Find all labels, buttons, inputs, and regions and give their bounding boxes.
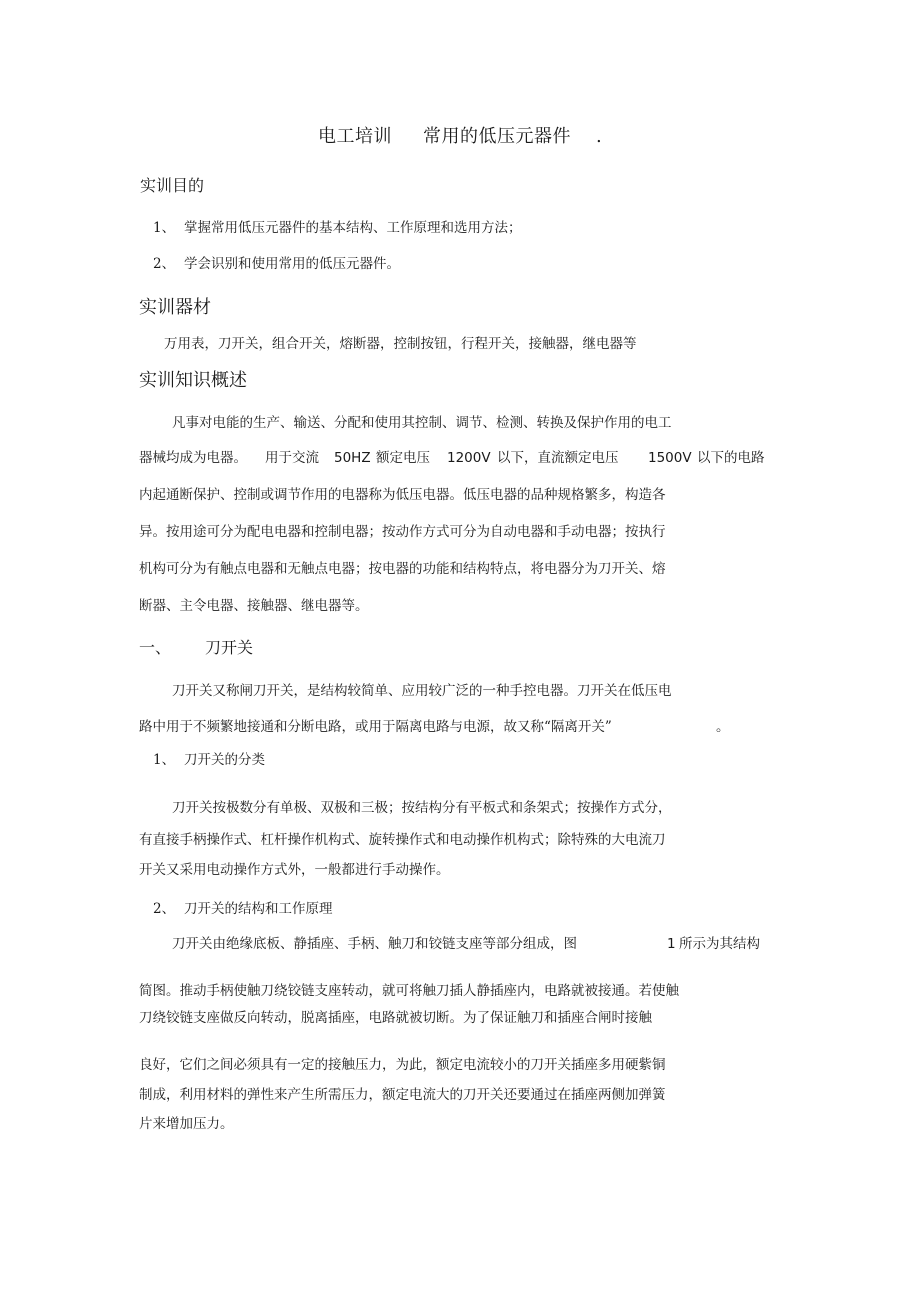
knife-switch-intro-line-2: 路中用于不频繁地接通和分断电路，或用于隔离电路与电源，故又称“隔离开关” [139,719,612,735]
objective-1-number: 1、 [153,220,176,236]
equipment-heading: 实训器材 [139,297,211,318]
subsection-1-number: 1、 [153,752,176,768]
subsection-1-heading: 刀开关的分类 [184,752,265,768]
knife-switch-intro-line-1: 刀开关又称闸刀开关，是结构较简单、应用较广泛的一种手控电器。刀开关在低压电 [172,683,672,699]
overview-line-2e: 1200V [447,450,491,466]
document-title-part2: 常用的低压元器件 [423,126,571,147]
objectives-heading: 实训目的 [140,176,205,195]
overview-line-2d: 额定电压 [376,450,430,466]
objective-2-text: 学会识别和使用常用的低压元器件。 [184,256,400,272]
knife-switch-section-number: 一、 [139,638,172,657]
subsection-2-heading: 刀开关的结构和工作原理 [184,901,333,917]
structure-line-5: 制成，利用材料的弹性来产生所需压力，额定电流大的刀开关还要通过在插座两侧加弹簧 [139,1087,666,1103]
classification-line-2: 有直接手柄操作式、杠杆操作机构式、旋转操作式和电动操作机构式；除特殊的大电流刀 [139,832,666,848]
overview-line-2c: 50HZ [334,450,371,466]
objective-1-text: 掌握常用低压元器件的基本结构、工作原理和选用方法； [184,220,522,236]
overview-line-2a: 器械均成为电器。 [139,450,247,466]
structure-line-4: 良好，它们之间必须具有一定的接触压力，为此，额定电流较小的刀开关插座多用硬紫铜 [139,1057,666,1073]
structure-line-1-figure-number: 1 [667,936,676,952]
document-title-period: . [596,126,603,147]
overview-line-2b: 用于交流 [265,450,319,466]
document-title-part1: 电工培训 [318,126,392,147]
overview-line-4: 异。按用途可分为配电电器和控制电器；按动作方式可分为自动电器和手动电器；按执行 [139,524,666,540]
overview-line-2f: 以下，直流额定电压 [497,450,619,466]
subsection-2-number: 2、 [153,901,176,917]
overview-line-3: 内起通断保护、控制或调节作用的电器称为低压电器。低压电器的品种规格繁多，构造各 [139,487,666,503]
structure-line-2: 简图。推动手柄使触刀绕铰链支座转动，就可将触刀插人静插座内，电路就被接通。若使触 [139,983,679,999]
overview-line-2h: 以下的电路 [697,450,765,466]
overview-line-5: 机构可分为有触点电器和无触点电器；按电器的功能和结构特点，将电器分为刀开关、熔 [139,561,666,577]
overview-line-2g: 1500V [648,450,692,466]
overview-heading: 实训知识概述 [139,370,247,391]
structure-line-1-end: 所示为其结构 [679,936,760,952]
overview-line-1: 凡事对电能的生产、输送、分配和使用其控制、调节、检测、转换及保护作用的电工 [172,415,672,431]
objective-2-number: 2、 [153,256,176,272]
knife-switch-heading: 刀开关 [205,638,254,657]
structure-line-6: 片来增加压力。 [139,1116,234,1132]
structure-line-1: 刀开关由绝缘底板、静插座、手柄、触刀和铰链支座等部分组成，图 [172,936,577,952]
overview-line-6: 断器、主令电器、接触器、继电器等。 [139,598,369,614]
knife-switch-intro-line-2-end: 。 [716,719,730,735]
structure-line-3: 刀绕铰链支座做反向转动，脱离插座，电路就被切断。为了保证触刀和插座合闸时接触 [139,1010,652,1026]
classification-line-1: 刀开关按极数分有单极、双极和三极；按结构分有平板式和条架式；按操作方式分， [172,800,672,816]
equipment-list: 万用表，刀开关，组合开关，熔断器，控制按钮，行程开关，接触器，继电器等 [164,336,637,352]
classification-line-3: 开关又采用电动操作方式外，一般都进行手动操作。 [139,862,450,878]
